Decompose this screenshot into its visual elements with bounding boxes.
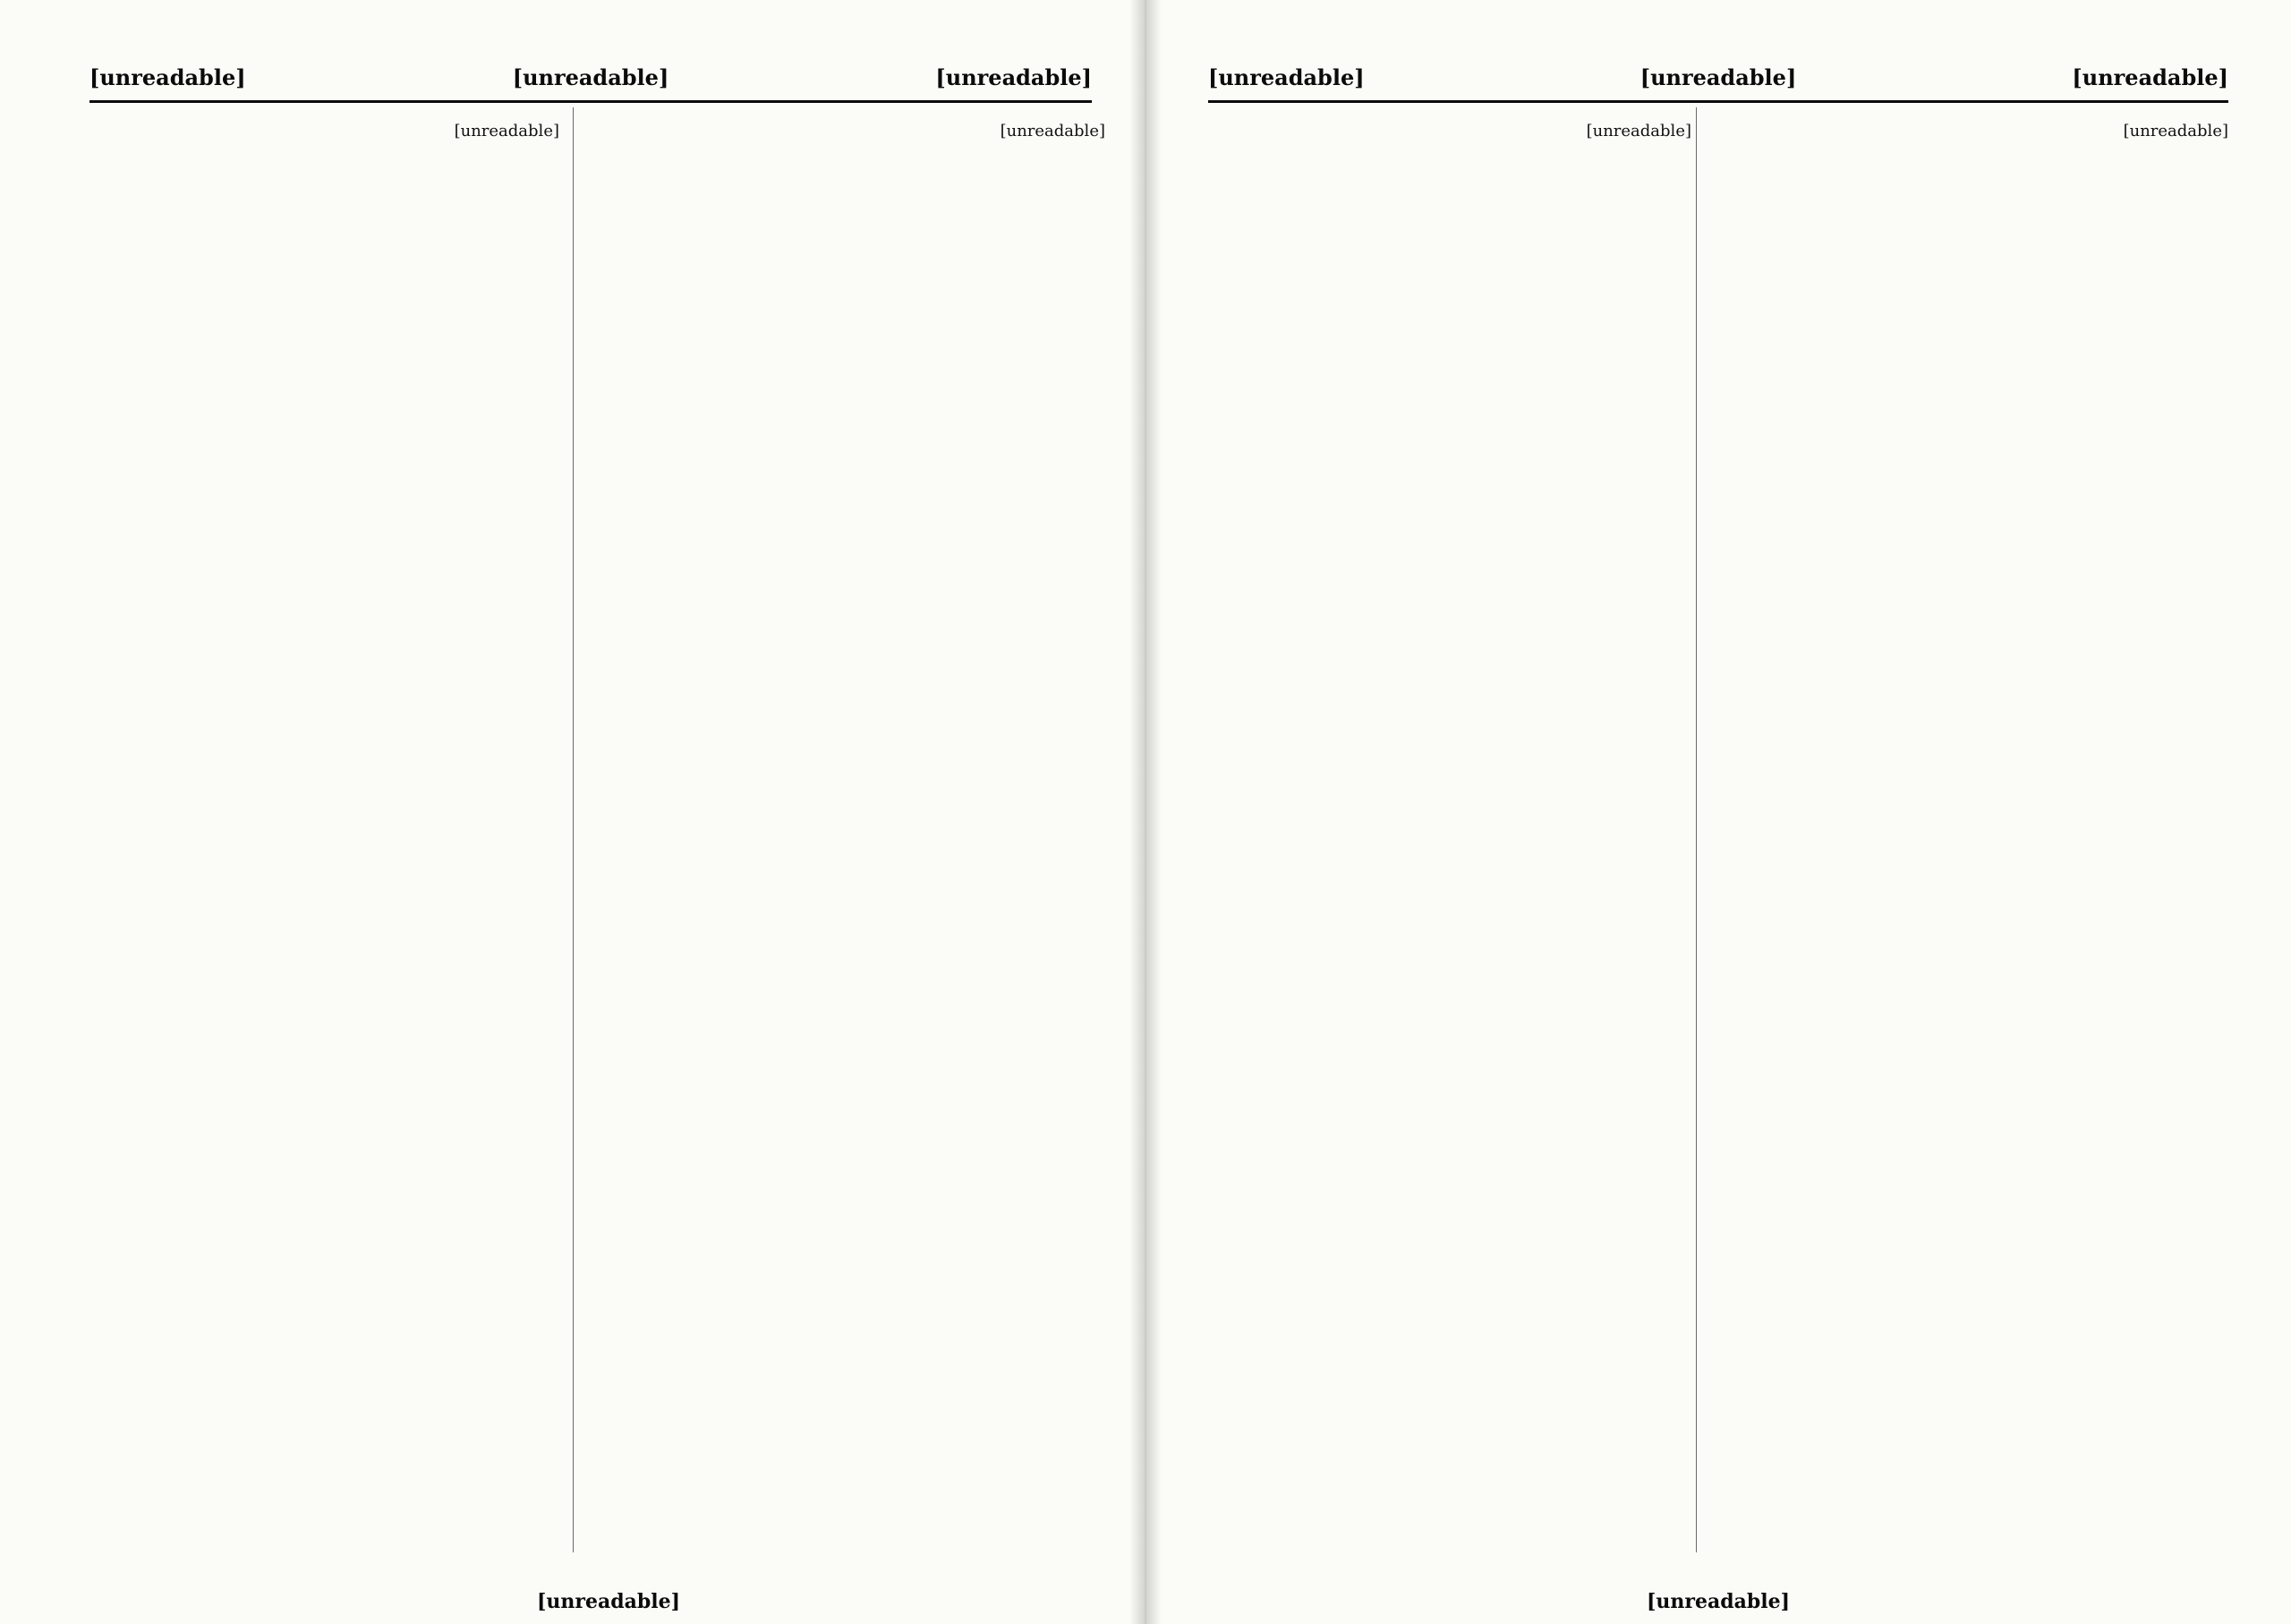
right-header-title: [unreadable] — [1639, 64, 1797, 90]
right-column-divider — [1696, 107, 1697, 1552]
right-header-page: [unreadable] — [1208, 64, 1365, 90]
right-header-journal: [unreadable] — [2072, 64, 2228, 90]
right-column-right: [unreadable] — [2123, 122, 2228, 140]
left-page-footer: [unreadable] — [537, 1590, 681, 1613]
right-header-rule — [1208, 100, 2228, 103]
left-page-header — [89, 59, 1092, 95]
left-header-rule — [89, 100, 1092, 103]
left-header-journal: [unreadable] — [935, 64, 1092, 90]
right-page — [1146, 0, 2291, 1624]
right-page-header — [1208, 59, 2228, 95]
right-page-footer: [unreadable] — [1647, 1590, 1791, 1613]
right-column-left: [unreadable] — [1586, 122, 1691, 140]
left-column-right: [unreadable] — [1000, 122, 1105, 140]
left-column-left: [unreadable] — [454, 122, 559, 140]
left-header-title: [unreadable] — [512, 64, 669, 90]
left-header-page: [unreadable] — [89, 64, 246, 90]
left-column-divider — [573, 107, 574, 1552]
